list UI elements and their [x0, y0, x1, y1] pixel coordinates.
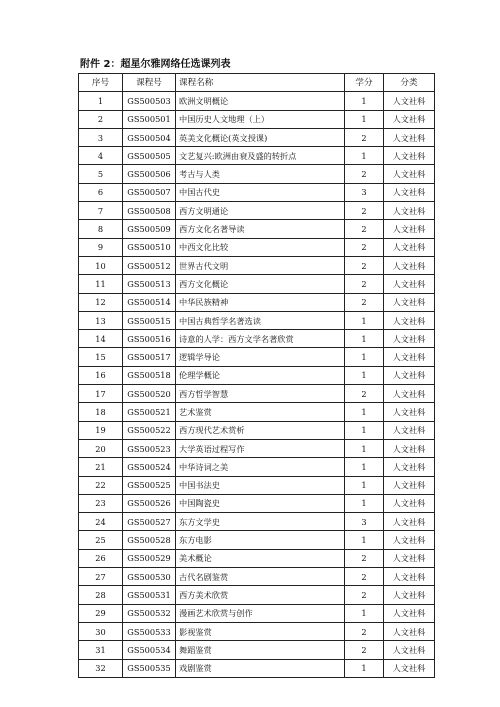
- course-name: 影视鉴赏: [176, 622, 345, 640]
- row-index: 5: [79, 165, 123, 183]
- course-code: GS500527: [123, 513, 176, 531]
- row-index: 18: [79, 403, 123, 421]
- table-row: [79, 366, 435, 384]
- course-category: 人文社科: [384, 330, 435, 348]
- course-name: 戏剧鉴赏: [176, 659, 345, 677]
- course-code: GS500510: [123, 238, 176, 256]
- course-name: 中国历史人文地理（上）: [176, 110, 345, 128]
- course-credits: 1: [345, 458, 384, 476]
- course-category: 人文社科: [384, 385, 435, 403]
- course-code: GS500512: [123, 256, 176, 274]
- course-credits: 1: [345, 421, 384, 439]
- course-name: 欧洲文明概论: [176, 92, 345, 110]
- row-index: 24: [79, 513, 123, 531]
- course-name: 中国古代史: [176, 183, 345, 201]
- table-row: [79, 476, 435, 494]
- course-category: 人文社科: [384, 494, 435, 512]
- table-row: [79, 110, 435, 128]
- course-code: GS500533: [123, 622, 176, 640]
- course-name: 伦理学概论: [176, 366, 345, 384]
- course-code: GS500521: [123, 403, 176, 421]
- course-name: 考古与人类: [176, 165, 345, 183]
- course-code: GS500505: [123, 147, 176, 165]
- course-name: 文艺复兴:欧洲由衰及盛的转折点: [176, 147, 345, 165]
- course-name: 世界古代文明: [176, 256, 345, 274]
- course-category: 人文社科: [384, 183, 435, 201]
- course-name: 诗意的人学：西方文学名著欣赏: [176, 330, 345, 348]
- row-index: 12: [79, 293, 123, 311]
- course-category: 人文社科: [384, 366, 435, 384]
- table-row: [79, 513, 435, 531]
- course-name: 西方现代艺术赏析: [176, 421, 345, 439]
- course-credits: 1: [345, 330, 384, 348]
- table-row: [79, 92, 435, 110]
- course-credits: 2: [345, 568, 384, 586]
- course-credits: 3: [345, 183, 384, 201]
- course-category: 人文社科: [384, 311, 435, 329]
- course-name: 艺术鉴赏: [176, 403, 345, 421]
- table-row: [79, 659, 435, 677]
- table-row: [79, 293, 435, 311]
- table-row: [79, 421, 435, 439]
- course-name: 英美文化概论(英文授课): [176, 128, 345, 146]
- header-course-name: 课程名称: [176, 74, 345, 92]
- course-category: 人文社科: [384, 568, 435, 586]
- course-category: 人文社科: [384, 458, 435, 476]
- course-code: GS500503: [123, 92, 176, 110]
- course-code: GS500524: [123, 458, 176, 476]
- course-code: GS500522: [123, 421, 176, 439]
- course-name: 舞蹈鉴赏: [176, 641, 345, 659]
- row-index: 1: [79, 92, 123, 110]
- row-index: 6: [79, 183, 123, 201]
- table-header: [79, 74, 435, 92]
- course-code: GS500529: [123, 549, 176, 567]
- course-category: 人文社科: [384, 476, 435, 494]
- table-row: [79, 439, 435, 457]
- course-code: GS500501: [123, 110, 176, 128]
- table-row: [79, 494, 435, 512]
- table-row: [79, 568, 435, 586]
- course-code: GS500528: [123, 531, 176, 549]
- table-row: [79, 549, 435, 567]
- course-name: 美术概论: [176, 549, 345, 567]
- row-index: 16: [79, 366, 123, 384]
- row-index: 20: [79, 439, 123, 457]
- course-category: 人文社科: [384, 92, 435, 110]
- course-code: GS500534: [123, 641, 176, 659]
- course-code: GS500526: [123, 494, 176, 512]
- course-code: GS500515: [123, 311, 176, 329]
- course-credits: 1: [345, 476, 384, 494]
- course-table: [78, 73, 435, 678]
- header-credits: 学分: [345, 74, 384, 92]
- table-body: [79, 92, 435, 678]
- course-credits: 1: [345, 348, 384, 366]
- row-index: 2: [79, 110, 123, 128]
- table-row: [79, 403, 435, 421]
- table-row: [79, 220, 435, 238]
- table-row: [79, 330, 435, 348]
- course-category: 人文社科: [384, 293, 435, 311]
- course-credits: 1: [345, 110, 384, 128]
- course-credits: 1: [345, 659, 384, 677]
- course-credits: 2: [345, 165, 384, 183]
- course-code: GS500504: [123, 128, 176, 146]
- row-index: 21: [79, 458, 123, 476]
- course-name: 古代名剧鉴赏: [176, 568, 345, 586]
- course-name: 中国古典哲学名著选读: [176, 311, 345, 329]
- course-credits: 2: [345, 275, 384, 293]
- course-name: 东方电影: [176, 531, 345, 549]
- course-code: GS500514: [123, 293, 176, 311]
- course-name: 东方文学史: [176, 513, 345, 531]
- course-code: GS500517: [123, 348, 176, 366]
- course-credits: 1: [345, 439, 384, 457]
- header-index: 序号: [79, 74, 123, 92]
- course-code: GS500509: [123, 220, 176, 238]
- table-row: [79, 348, 435, 366]
- row-index: 22: [79, 476, 123, 494]
- course-code: GS500513: [123, 275, 176, 293]
- table-row: [79, 202, 435, 220]
- table-row: [79, 128, 435, 146]
- table-row: [79, 531, 435, 549]
- row-index: 26: [79, 549, 123, 567]
- course-credits: 1: [345, 494, 384, 512]
- course-category: 人文社科: [384, 421, 435, 439]
- course-code: GS500516: [123, 330, 176, 348]
- row-index: 23: [79, 494, 123, 512]
- course-name: 中国陶瓷史: [176, 494, 345, 512]
- course-name: 西方文明通论: [176, 202, 345, 220]
- row-index: 29: [79, 604, 123, 622]
- row-index: 31: [79, 641, 123, 659]
- course-category: 人文社科: [384, 513, 435, 531]
- table-row: [79, 604, 435, 622]
- course-category: 人文社科: [384, 604, 435, 622]
- table-row: [79, 385, 435, 403]
- row-index: 25: [79, 531, 123, 549]
- course-name: 中华诗词之美: [176, 458, 345, 476]
- table-row: [79, 311, 435, 329]
- row-index: 9: [79, 238, 123, 256]
- course-credits: 2: [345, 622, 384, 640]
- row-index: 30: [79, 622, 123, 640]
- table-row: [79, 586, 435, 604]
- course-credits: 2: [345, 586, 384, 604]
- table-row: [79, 458, 435, 476]
- course-credits: 2: [345, 385, 384, 403]
- header-category: 分类: [384, 74, 435, 92]
- course-name: 中西文化比较: [176, 238, 345, 256]
- course-category: 人文社科: [384, 110, 435, 128]
- course-name: 西方文化名著导读: [176, 220, 345, 238]
- course-name: 西方哲学智慧: [176, 385, 345, 403]
- course-category: 人文社科: [384, 659, 435, 677]
- table-row: [79, 641, 435, 659]
- row-index: 14: [79, 330, 123, 348]
- row-index: 8: [79, 220, 123, 238]
- course-category: 人文社科: [384, 549, 435, 567]
- header-row: [79, 74, 435, 92]
- course-credits: 2: [345, 256, 384, 274]
- course-credits: 1: [345, 403, 384, 421]
- course-credits: 3: [345, 513, 384, 531]
- course-category: 人文社科: [384, 238, 435, 256]
- table-row: [79, 147, 435, 165]
- course-name: 西方美术欣赏: [176, 586, 345, 604]
- document-title: 附件 2：超星尔雅网络任选课列表: [80, 59, 231, 70]
- course-code: GS500535: [123, 659, 176, 677]
- course-code: GS500525: [123, 476, 176, 494]
- row-index: 28: [79, 586, 123, 604]
- course-code: GS500507: [123, 183, 176, 201]
- course-credits: 2: [345, 238, 384, 256]
- course-category: 人文社科: [384, 622, 435, 640]
- course-credits: 1: [345, 311, 384, 329]
- row-index: 19: [79, 421, 123, 439]
- course-credits: 2: [345, 293, 384, 311]
- course-category: 人文社科: [384, 531, 435, 549]
- course-category: 人文社科: [384, 403, 435, 421]
- course-code: GS500532: [123, 604, 176, 622]
- course-code: GS500523: [123, 439, 176, 457]
- row-index: 7: [79, 202, 123, 220]
- course-category: 人文社科: [384, 586, 435, 604]
- course-credits: 2: [345, 641, 384, 659]
- course-category: 人文社科: [384, 202, 435, 220]
- course-code: GS500531: [123, 586, 176, 604]
- course-category: 人文社科: [384, 220, 435, 238]
- course-category: 人文社科: [384, 439, 435, 457]
- course-name: 西方文化概论: [176, 275, 345, 293]
- course-name: 中国书法史: [176, 476, 345, 494]
- course-credits: 1: [345, 531, 384, 549]
- row-index: 11: [79, 275, 123, 293]
- course-credits: 2: [345, 220, 384, 238]
- course-name: 大学英语过程写作: [176, 439, 345, 457]
- header-course-code: 课程号: [123, 74, 176, 92]
- row-index: 17: [79, 385, 123, 403]
- table-row: [79, 183, 435, 201]
- course-code: GS500520: [123, 385, 176, 403]
- row-index: 3: [79, 128, 123, 146]
- course-category: 人文社科: [384, 275, 435, 293]
- course-category: 人文社科: [384, 165, 435, 183]
- course-credits: 2: [345, 128, 384, 146]
- course-category: 人文社科: [384, 641, 435, 659]
- row-index: 32: [79, 659, 123, 677]
- course-credits: 1: [345, 366, 384, 384]
- course-name: 逻辑学导论: [176, 348, 345, 366]
- course-credits: 1: [345, 147, 384, 165]
- course-code: GS500518: [123, 366, 176, 384]
- course-category: 人文社科: [384, 128, 435, 146]
- table-row: [79, 165, 435, 183]
- course-credits: 1: [345, 92, 384, 110]
- table-row: [79, 622, 435, 640]
- course-code: GS500506: [123, 165, 176, 183]
- course-code: GS500530: [123, 568, 176, 586]
- row-index: 10: [79, 256, 123, 274]
- table-row: [79, 275, 435, 293]
- row-index: 15: [79, 348, 123, 366]
- course-credits: 2: [345, 549, 384, 567]
- row-index: 13: [79, 311, 123, 329]
- table-row: [79, 238, 435, 256]
- row-index: 27: [79, 568, 123, 586]
- course-name: 漫画艺术欣赏与创作: [176, 604, 345, 622]
- row-index: 4: [79, 147, 123, 165]
- course-name: 中华民族精神: [176, 293, 345, 311]
- course-code: GS500508: [123, 202, 176, 220]
- course-category: 人文社科: [384, 256, 435, 274]
- course-credits: 1: [345, 604, 384, 622]
- table-row: [79, 256, 435, 274]
- course-category: 人文社科: [384, 348, 435, 366]
- course-credits: 2: [345, 202, 384, 220]
- course-category: 人文社科: [384, 147, 435, 165]
